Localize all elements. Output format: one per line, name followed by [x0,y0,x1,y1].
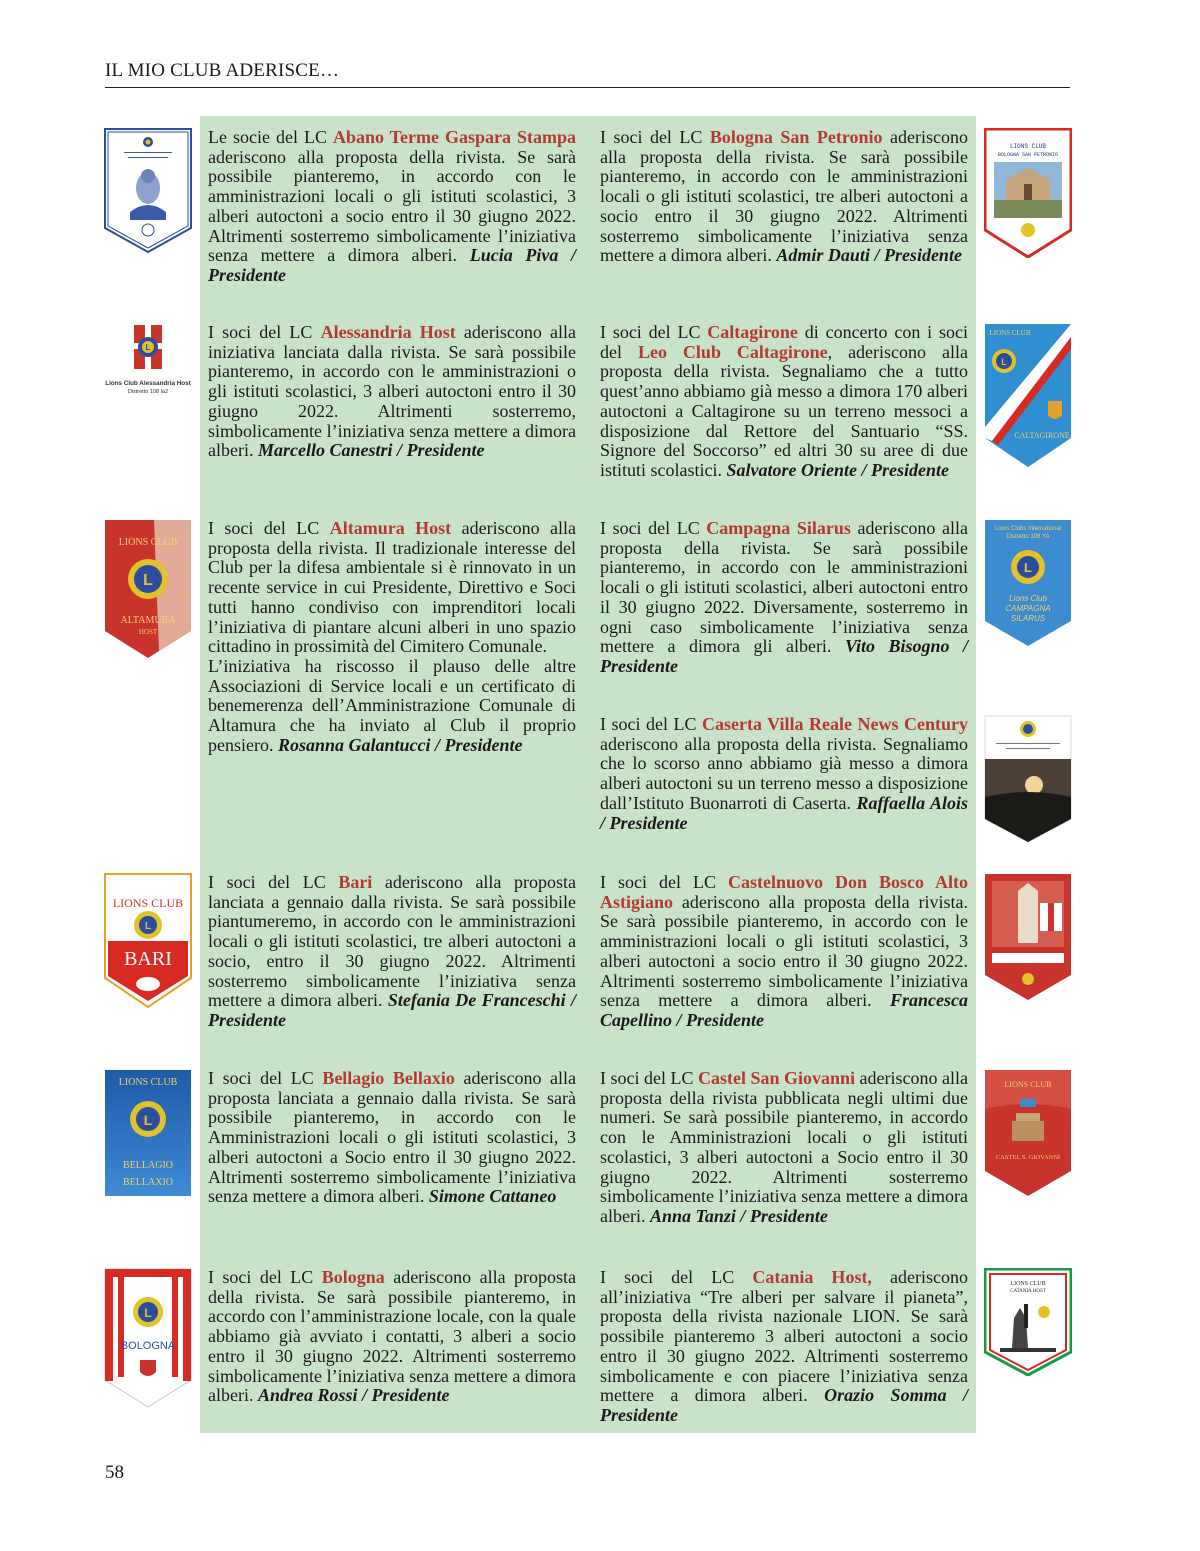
signature: Stefania De Franceschi / Presidente [208,990,576,1030]
club-name: Catania Host, [752,1267,872,1287]
club-name: Caserta Villa Reale News Century [702,714,968,734]
svg-text:L: L [1024,560,1032,575]
signature: Marcello Canestri / Presidente [257,440,485,461]
pennant-campagna-name2: CAMPAGNA [1005,604,1051,613]
club-name: Castel San Giovanni [698,1068,856,1088]
club-name: Alessandria Host [320,322,456,342]
club-name: Bellagio Bellaxio [322,1068,455,1088]
pennant-bellagio-name2: BELLAXIO [123,1177,173,1188]
svg-text:L: L [1001,357,1007,367]
entry-campagna: I soci del LC Campagna Silarus aderiscono alla proposta della rivista. Se sarà possibile pianteremo, in accordo con le amministrazioni locali o gli istituti scolastici, alberi autoctoni entro il 30 giugno 2022. Diversamente, sosterremo in ogni caso simbolicamente l’iniziativa senza mettere a dimora gli alberi. Vito Bisogno / Presidente [600,518,969,676]
club-name: Bologna San Petronio [709,127,883,147]
pennant-catania-name: CATANIA HOST [1010,1289,1046,1294]
signature: Anna Tanzi / Presidente [649,1205,828,1226]
pennant-caltagirone-name: CALTAGIRONE [1014,431,1070,440]
pennant-altamura-name: ALTAMURA [120,615,176,626]
svg-text:L: L [144,921,152,932]
entry-caltagirone: I soci del LC Caltagirone di concerto con i soci del Leo Club Caltagirone, aderiscono alla proposta della rivista. Segnaliamo che a tutto quest’anno abbiamo già messo a dimora 170 alberi autoctoni a Caltagirone su un terreno messoci a disposizione dal Rettore del Santuario “SS. Signore del Soccorso” ed altri 30 su aree di due istituti scolastici. Salvatore Oriente / Presidente [600,322,968,480]
pennant-bari [104,873,192,1008]
pennant-campagna-name3: SILARUS [1010,614,1046,623]
svg-text:L: L [143,572,153,589]
pennant-campagna [984,519,1072,647]
pennant-altamura-sub: HOST [138,628,158,636]
pennant-catania-top: LIONS CLUB [1010,1281,1046,1287]
club-name: Castelnuovo Don Bosco Alto Astigiano [600,872,968,912]
pennant-campagna-name1: Lions Club [1009,594,1047,603]
signature: Andrea Rossi / Presidente [257,1385,450,1406]
entry-bologna: I soci del LC Bologna aderiscono alla proposta della rivista. Se sarà possibile pianteremo, in accordo con l’amministrazione locale, con la quale abbiamo già avviato i contatti, 3 alberi a socio entro il 30 giugno 2022. Altrimenti sosterremo simbolicamente l’iniziativa senza mettere a dimora alberi. Andrea Rossi / Presidente [208,1267,577,1406]
pennant-catania [984,1268,1072,1376]
club-name: Bari [338,872,373,892]
pennant-alessandria-caption: Lions Club Alessandria Host [105,380,191,387]
svg-text:L: L [145,343,151,352]
signature: Lucia Piva / Presidente [208,245,577,285]
club-name: Caltagirone [707,322,798,342]
signature: Rosanna Galantucci / Presidente [277,734,523,755]
pennant-castel-san-giovanni [984,1069,1072,1197]
pennant-alessandria [104,323,192,395]
pennant-bellagio [104,1069,192,1197]
pennant-castelsg-name: CASTEL S. GIOVANNI [995,1154,1061,1161]
entry-altamura: I soci del LC Altamura Host aderiscono alla proposta della rivista. Il tradizionale interesse del Club per la difesa ambientale si è rinnovato in un recente service in cui Presidente, Direttivo e Soci tutti hanno condiviso con imprenditori locali l’iniziativa di piantare alcuni alberi in uno spazio cittadino in prossimità del Cimitero Comunale. L’iniziativa ha riscosso il plauso delle altre Associazioni di Service locali e un certificato di benemerenza dell’Amministrazione Comunale di Altamura che ha inviato al Club il proprio pensiero. Rosanna Galantucci / Presidente [208,518,576,755]
pennant-caltagirone-top: LIONS CLUB [989,329,1031,337]
svg-text:L: L [143,1112,153,1128]
entry-caserta: I soci del LC Caserta Villa Reale News Century aderiscono alla proposta della rivista. Segnaliamo che lo scorso anno abbiamo già messo a dimora alberi autoctoni su un terreno messo a disposizione dall’Istituto Buonarroti di Caserta. Raffaella Alois / Presidente [600,714,968,833]
pennant-bellagio-top: LIONS CLUB [118,1077,178,1088]
entry-abano: Le socie del LC Abano Terme Gaspara Stampa aderiscono alla proposta della rivista. Se sarà possibile pianteremo, in accordo con le amministrazioni locali o gli istituti scolastici, 3 alberi autoctoni a socio entro il 30 giugno 2022. Altrimenti sosterremo simbolicamente l’iniziativa senza mettere a dimora alberi. Lucia Piva / Presidente [208,127,577,285]
page-header: IL MIO CLUB ADERISCE… [105,60,1070,88]
pennant-bsp-name: BOLOGNA SAN PETRONIO [997,152,1059,158]
page-number: 58 [105,1462,124,1483]
pennant-bologna-san-petronio [984,128,1072,258]
signature: Raffaella Alois / Presidente [600,792,968,833]
pennant-castelsg-top: LIONS CLUB [1004,1080,1052,1089]
club-name: Campagna Silarus [706,518,851,538]
entry-bari: I soci del LC Bari aderiscono alla proposta lanciata a gennaio dalla rivista. Se sarà possibile piantumeremo, in accordo con le amministrazioni locali o gli istituti scolastici, tre alberi autoctoni a socio, entro il 30 giugno 2022. Altrimenti sosterremo simbolicamente l’iniziativa senza mettere a dimora alberi. Stefania De Franceschi / Presidente [208,872,576,1030]
pennant-abano [104,128,192,253]
pennant-campagna-top: Lions Clubs International [994,526,1062,532]
club-name-leo: Leo Club Caltagirone [637,341,828,362]
second-paragraph: L’iniziativa ha riscosso il plauso delle altre Associazioni di Service locali e un certificato di benemerenza dell’Amministrazione Comunale di Altamura che ha inviato al Club il proprio pensiero. Rosanna Galantucci / Presidente [208,655,576,755]
pennant-campagna-dist: Distretto 108 YA [1006,534,1050,540]
signature: Orazio Somma / Presidente [600,1385,968,1425]
entry-alessandria: I soci del LC Alessandria Host aderiscono alla iniziativa lanciata dalla rivista. Se sarà possibile pianteremo, in accordo con le amministrazioni o gli istituti scolastici, 3 alberi autoctoni entro il 30 giugno 2022. Altrimenti sosterremo, simbolicamente l’iniziativa senza mettere a dimora alberi. Marcello Canestri / Presidente [208,322,577,461]
entry-catania: I soci del LC Catania Host, aderiscono all’iniziativa “Tre alberi per salvare il pianeta”, proposta della rivista nazionale LION. Se sarà possibile pianteremo 3 alberi autoctoni a socio entro il 30 giugno 2022. Altrimenti sosterremo simbolicamente e con piacere l’iniziativa senza mettere a dimora alberi. Orazio Somma / Presidente [600,1267,968,1425]
signature: Salvatore Oriente / Presidente [726,459,949,480]
club-name: Altamura Host [329,518,452,538]
pennant-caserta [984,715,1072,843]
pennant-bsp-top: LIONS CLUB [1009,143,1047,150]
signature: Simone Cattaneo [428,1186,557,1207]
signature: Francesca Capellino / Presidente [600,990,968,1030]
pennant-bari-name: BARI [124,948,172,970]
club-name: Abano Terme Gaspara Stampa [332,127,576,147]
signature: Vito Bisogno / Presidente [600,636,969,676]
pennant-castelnuovo [984,873,1072,1001]
entry-castel-san-giovanni: I soci del LC Castel San Giovanni aderiscono alla proposta della rivista pubblicata negli ultimi due numeri. Se sarà possibile pianteremo, in accordo con le Amministrazioni locali o gli istituti scolastici, 3 alberi autoctoni a Socio entro il 30 giugno 2022. Altrimenti sosterremo simbolicamente l’iniziativa senza mettere a dimora alberi. Anna Tanzi / Presidente [600,1068,968,1226]
pennant-altamura-top: LIONS CLUB [118,537,178,548]
pennant-bologna-name: BOLOGNA [120,1340,176,1352]
pennant-bologna [104,1268,192,1408]
signature: Admir Dauti / Presidente [776,245,962,266]
entry-bellagio: I soci del LC Bellagio Bellaxio aderiscono alla proposta lanciata a gennaio dalla rivista. Se sarà possibile pianteremo, in accordo con le Amministrazioni locali o gli istituti scolastici, 3 alberi autoctoni a Socio entro il 30 giugno 2022. Altrimenti sosterremo simbolicamente l’iniziativa senza mettere a dimora alberi. Simone Cattaneo [208,1068,576,1207]
pennant-caltagirone [984,323,1072,468]
entry-castelnuovo: I soci del LC Castelnuovo Don Bosco Alto Astigiano aderiscono alla proposta della rivista. Se sarà possibile pianteremo, in accordo con le amministrazioni locali o gli istituti scolastici, 3 alberi autoctoni a socio entro il 30 giugno 2022. Altrimenti sosterremo simbolicamente l’iniziativa senza mettere a dimora alberi. Francesca Capellino / Presidente [600,872,968,1030]
pennant-altamura [104,519,192,659]
svg-text:L: L [144,1306,152,1320]
entry-bologna-san-petronio: I soci del LC Bologna San Petronio aderiscono alla proposta della rivista. Se sarà possibile pianteremo, in accordo con le amministrazioni locali o gli istituti scolastici, tre alberi autoctoni a socio entro il 30 giugno 2022. Altrimenti sosterremo simbolicamente l’iniziativa senza mettere a dimora alberi. Admir Dauti / Presidente [600,127,969,266]
pennant-bari-top: LIONS CLUB [112,896,184,910]
club-name: Bologna [321,1267,385,1287]
pennant-bellagio-name1: BELLAGIO [123,1160,173,1171]
pennant-alessandria-sub: Distretto 108 Ia2 [127,389,169,395]
